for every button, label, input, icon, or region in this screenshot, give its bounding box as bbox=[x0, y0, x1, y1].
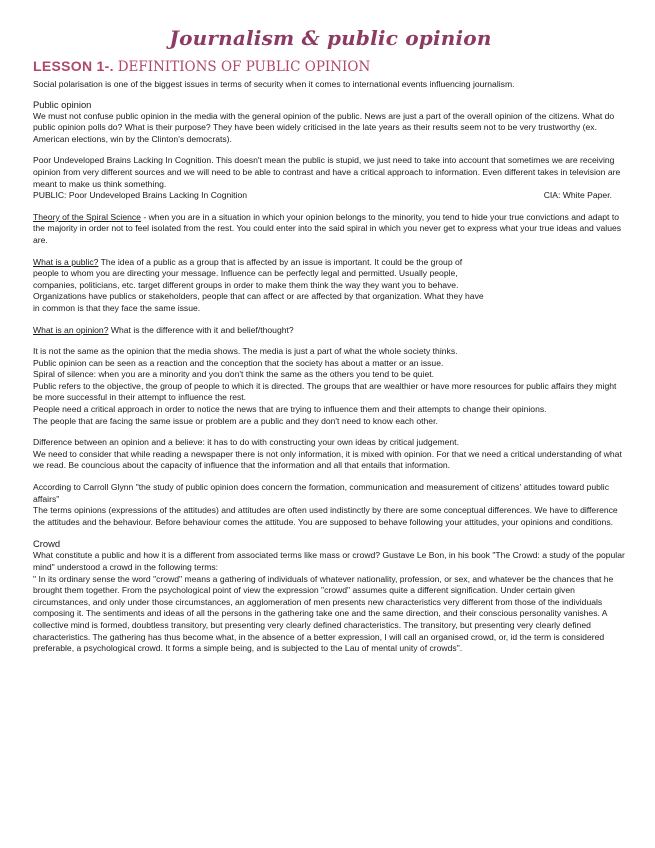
public-text-1: The idea of a public as a group that is affected by an issue is important. It could be the group of bbox=[98, 256, 463, 267]
spiral-paragraph bbox=[33, 212, 628, 247]
opinion-line-4: Public refers to the objective, the group of people to which it is directed. The groups that are wealthier or have more resources for public affairs they might be more successful in their attempt to influence the rest. bbox=[33, 380, 617, 403]
opinion-question bbox=[33, 325, 628, 337]
public-definition-line-5: in common is that they face the same issue. bbox=[33, 302, 201, 313]
glynn-quote: According to Carroll Glynn "the study of public opinion does concern the formation, communication and measurement of citizens' attitudes toward public affairs" bbox=[33, 482, 609, 504]
intro-paragraph: Social polarisation is one of the biggest issues in terms of security when it comes to international events influencing journalism. bbox=[33, 79, 515, 89]
public-definition-line-4: Organizations have publics or stakeholders, people that can affect or are affected by that organization. What they have bbox=[33, 291, 484, 302]
public-opinion-paragraph-2: Poor Undeveloped Brains Lacking In Cognition. This doesn't mean the public is stupid, we just need to take into account that sometimes we are receiving opinion from very different sources and we will need to be able to contrast and have a critical approach to information. Even different takes in television are meant to make us think something. bbox=[33, 155, 621, 189]
attitudes-paragraph: The terms opinions (expressions of the attitudes) and attitudes are often used indistinctly by there are some conceptual differences. We have to difference the attitudes and the behaviour. Before behaviour comes the attitude. You are supposed to behave following your attitudes, your opinions and conditions. bbox=[33, 505, 618, 527]
opinion-line-3: Spiral of silence: when you are a minority and you don't think the same as the others you tend to be quiet. bbox=[33, 369, 435, 380]
opinion-line-5: People need a critical approach in order to notice the news that are trying to influence them and their attempts to change their opinions. bbox=[33, 404, 547, 415]
spiral-term: Theory of the Spiral Science bbox=[33, 211, 141, 222]
lesson-heading bbox=[33, 58, 628, 75]
public-definition-line-2: people to whom you are directing your message. Influence can be perfectly legal and permitted. Usually people, bbox=[33, 268, 458, 279]
lesson-number: LESSON 1-. bbox=[33, 58, 114, 74]
opinion-term: What is an opinion? bbox=[33, 324, 109, 335]
crowd-paragraph-1: What constitute a public and how it is a different from associated terms like mass or crowd? Gustave Le Bon, in his book "The Crowd: a study of the popular mind" understood a crowd in the following terms: bbox=[33, 550, 625, 572]
crowd-quote: " In its ordinary sense the word "crowd" means a gathering of individuals of whatever nationality, profession, or sex, and whatever be the chances that he brought them together. From the psychological point of view the expression "crowd" assumes quite a different signification. Under certain given circumstances, and only under those circumstances, an agglomeration of men presents new characteristics very different from those of the individuals composing it. The sentiments and ideas of all the persons in the gathering take one and the same direction, and their conscious personality vanishes. A collective mind is formed, doubtless transitory, but presenting very clearly defined characteristics. The transitory, but presenting very clearly defined characteristics. The gathering has thus become what, in the absence of a better expression, I will call an organised crowd, or, id the term is considered preferable, a psychological crowd. It forms a simple being, and is subjected to the Lau of mental unity of crowds". bbox=[33, 573, 614, 654]
cia-acronym: CIA: White Paper. bbox=[543, 190, 612, 201]
document-title: Journalism & public opinion bbox=[169, 26, 492, 50]
opinion-question-text: What is the difference with it and belief/thought? bbox=[108, 324, 294, 335]
opinion-line-6: The people that are facing the same issue or problem are a public and they don't need to know each other. bbox=[33, 415, 438, 426]
crowd-heading: Crowd bbox=[33, 538, 61, 550]
public-definition-line-1 bbox=[33, 257, 628, 269]
public-acronym: PUBLIC: Poor Undeveloped Brains Lacking In Cognition bbox=[33, 190, 248, 201]
difference-paragraph-2: We need to consider that while reading a newspaper there is not only information, it is mixed with opinion. For that we need a critical understanding of what we read. Be councious about the capacity of influence that the information and all that entails that information. bbox=[33, 448, 622, 471]
public-term: What is a public? bbox=[33, 256, 99, 267]
lesson-title: DEFINITIONS OF PUBLIC OPINION bbox=[117, 59, 371, 75]
public-opinion-paragraph-1: We must not confuse public opinion in the media with the general opinion of the public. News are just a part of the overall opinion of the citizens. What do public opinion polls do? What is their purpose? They have been widely criticised in the late years as their results seem not to be very trustworthy (ex. American elections, win by the Clinton's democrats). bbox=[33, 110, 615, 144]
public-opinion-heading: Public opinion bbox=[33, 98, 92, 110]
opinion-line-1: It is not the same as the opinion that the media shows. The media is just a part of what the whole society thinks. bbox=[33, 346, 458, 357]
opinion-line-2: Public opinion can be seen as a reaction and the conception that the society has about a matter or an issue. bbox=[33, 357, 444, 368]
spiral-text: - when you are in a situation in which your opinion belongs to the minority, you tend to hide your true convictions and adapt to the majority in order not to feel isolated from the rest. You could enter into the said spiral in which you never get to express what your true ideas and values are. bbox=[33, 211, 622, 245]
document-page bbox=[33, 20, 628, 655]
public-definition-line-3: companies, politicians, etc. target different groups in order to make them think the way they want you to behave. bbox=[33, 279, 459, 290]
acronym-row bbox=[33, 190, 628, 202]
difference-paragraph-1: Difference between an opinion and a believe: it has to do with constructing your own ideas by critical judgement. bbox=[33, 437, 459, 448]
